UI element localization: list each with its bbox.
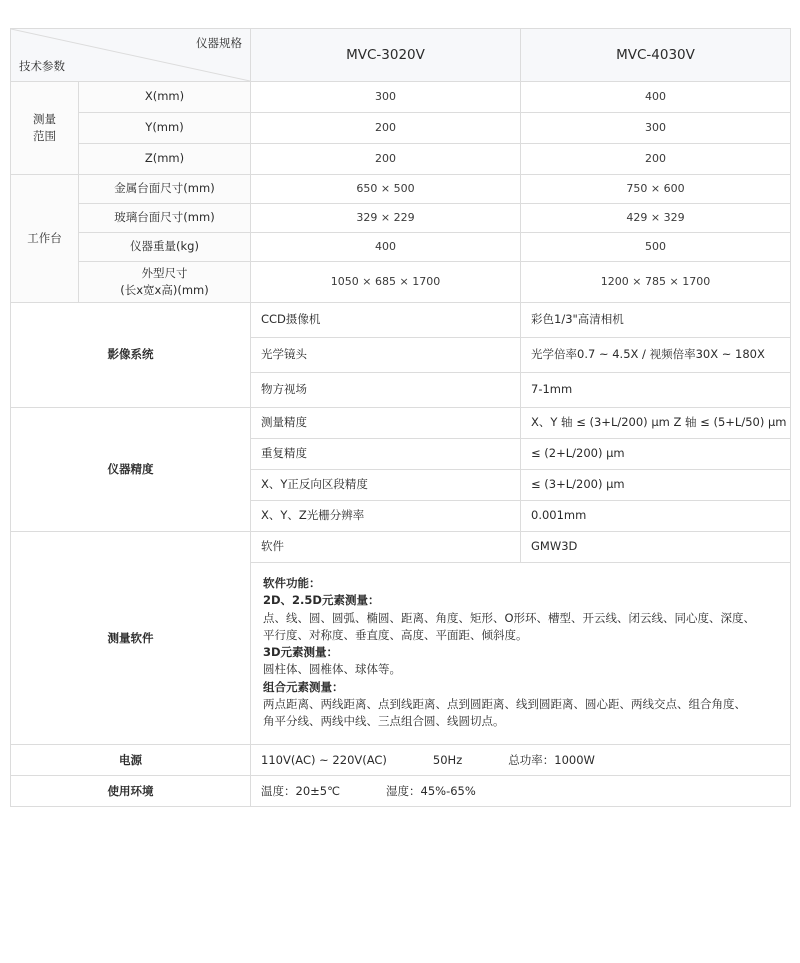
cell-x-3020: 300 [251,82,521,113]
power-total: 总功率：1000W [508,752,595,767]
table-header-row [11,29,791,82]
cell-weight-4030: 500 [521,233,791,262]
cell-software-value: GMW3D [521,532,791,563]
cell-y-3020: 200 [251,113,521,144]
table-row [11,408,791,439]
cell-glass-table-3020: 329 × 229 [251,204,521,233]
row-label-grating-resolution: X、Y、Z光栅分辨率 [251,501,521,532]
model-header-1: MVC-3020V [251,29,521,82]
row-label-dimensions-line2: (长x宽x高)(mm) [120,283,209,297]
cell-z-3020: 200 [251,144,521,175]
row-label-ccd-camera: CCD摄像机 [251,303,521,338]
cell-y-4030: 300 [521,113,791,144]
row-label-weight: 仪器重量(kg) [79,233,251,262]
table-row [11,262,791,303]
row-label-software: 软件 [251,532,521,563]
software-2d-line1: 点、线、圆、圆弧、椭圆、距离、角度、矩形、O形环、槽型、开云线、闭云线、同心度、深度、 [263,610,756,625]
cell-measuring-accuracy-value: X、Y 轴 ≤ (3+L/200) μm Z 轴 ≤ (5+L/50) μm [521,408,791,439]
software-3d-line1: 圆柱体、圆椎体、球体等。 [263,662,401,677]
header-diagonal-cell [11,29,251,82]
cell-repeat-accuracy-value: ≤ (2+L/200) μm [521,439,791,470]
power-frequency: 50Hz [432,752,463,767]
table-row [11,113,791,144]
cell-x-4030: 400 [521,82,791,113]
group-label-software: 测量软件 [11,532,251,745]
row-label-z: Z(mm) [79,144,251,175]
environment-temperature: 温度：20±5℃ [261,783,341,798]
cell-dimensions-4030: 1200 × 785 × 1700 [521,262,791,303]
table-row [11,233,791,262]
row-label-x: X(mm) [79,82,251,113]
row-label-repeat-accuracy: 重复精度 [251,439,521,470]
table-row [11,144,791,175]
software-combined-line1: 两点距离、两线距离、点到线距离、点到圆距离、线到圆距离、圆心距、两线交点、组合角度、 [263,696,746,711]
cell-bidirectional-accuracy-value: ≤ (3+L/200) μm [521,470,791,501]
software-combined-line2: 角平分线、两线中线、三点组合圆、线圆切点。 [263,714,505,728]
row-label-y: Y(mm) [79,113,251,144]
param-label: 技术参数 [19,58,65,73]
cell-ccd-camera-value: 彩色1/3"高清相机 [521,303,791,338]
cell-power-value [251,745,791,776]
table-row [11,82,791,113]
row-label-dimensions [79,262,251,303]
cell-optical-lens-value: 光学倍率0.7 ~ 4.5X / 视频倍率30X ~ 180X [521,338,791,373]
software-2d-heading: 2D、2.5D元素测量： [263,593,380,608]
table-row [11,303,791,338]
cell-environment-value [251,776,791,807]
row-label-measuring-accuracy: 测量精度 [251,408,521,439]
software-features-title: 软件功能： [263,576,321,590]
table-row [11,204,791,233]
row-label-environment: 使用环境 [11,776,251,807]
power-voltage: 110V(AC) ~ 220V(AC) [261,752,387,767]
group-label-worktable: 工作台 [11,175,79,303]
group-label-line1: 测量 [33,111,56,126]
group-label-measure-range [11,82,79,175]
cell-dimensions-3020: 1050 × 685 × 1700 [251,262,521,303]
model-header-2: MVC-4030V [521,29,791,82]
table-row [11,532,791,563]
row-label-optical-lens: 光学镜头 [251,338,521,373]
row-label-glass-table-size: 玻璃台面尺寸(mm) [79,204,251,233]
group-label-line2: 范围 [33,129,56,143]
cell-glass-table-4030: 429 × 329 [521,204,791,233]
table-row [11,776,791,807]
row-label-field-of-view: 物方视场 [251,373,521,408]
environment-humidity: 湿度：45%-65% [386,783,476,798]
cell-z-4030: 200 [521,144,791,175]
software-2d-line2: 平行度、对称度、垂直度、高度、平面距、倾斜度。 [263,627,528,642]
row-label-metal-table-size: 金属台面尺寸(mm) [79,175,251,204]
table-row [11,745,791,776]
row-label-power: 电源 [11,745,251,776]
cell-metal-table-3020: 650 × 500 [251,175,521,204]
cell-grating-resolution-value: 0.001mm [521,501,791,532]
group-label-accuracy: 仪器精度 [11,408,251,532]
software-combined-heading: 组合元素测量： [263,679,344,694]
row-label-bidirectional-accuracy: X、Y正反向区段精度 [251,470,521,501]
specification-table [10,28,791,807]
software-features-block [251,563,791,745]
spec-label: 仪器规格 [196,36,242,50]
table-row [11,175,791,204]
cell-field-of-view-value: 7-1mm [521,373,791,408]
row-label-dimensions-line1: 外型尺寸 [141,265,188,280]
cell-metal-table-4030: 750 × 600 [521,175,791,204]
group-label-imaging-system: 影像系统 [11,303,251,408]
cell-weight-3020: 400 [251,233,521,262]
software-3d-heading: 3D元素测量： [263,645,339,659]
